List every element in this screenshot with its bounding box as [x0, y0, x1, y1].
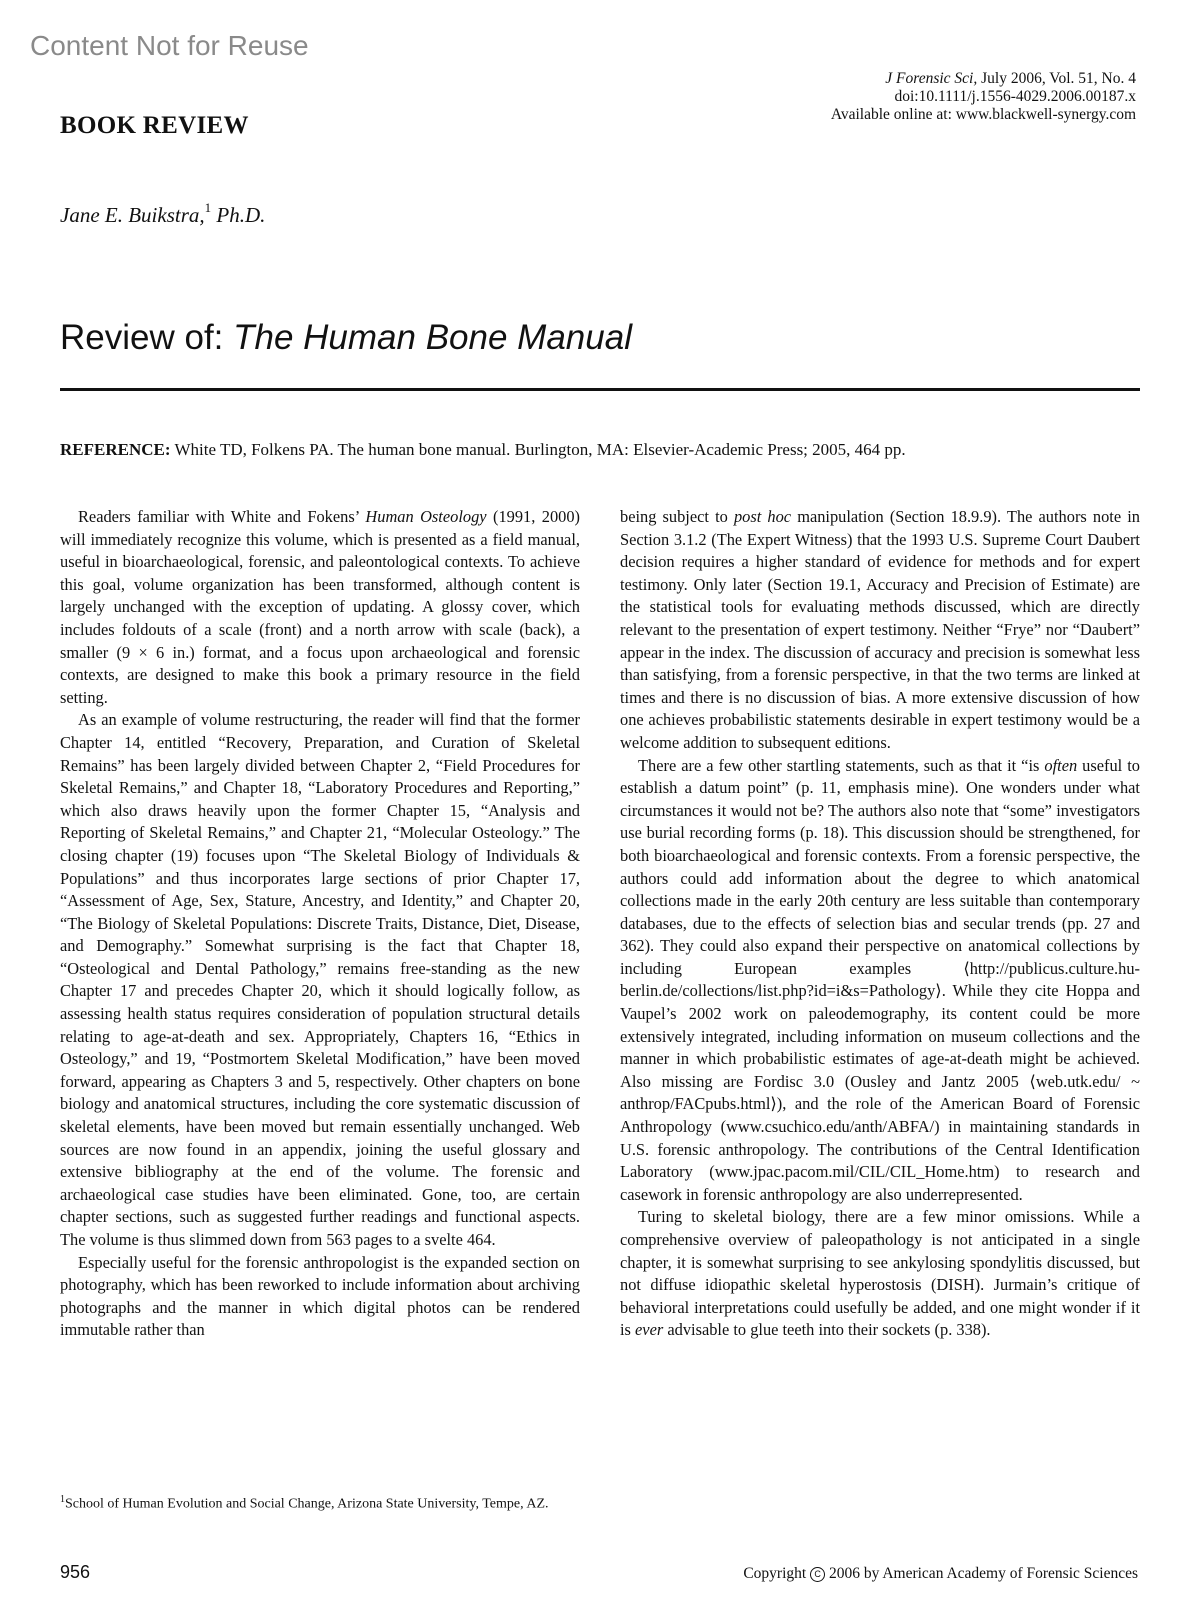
- copyright-pre: Copyright: [743, 1565, 811, 1582]
- section-label: BOOK REVIEW: [60, 112, 249, 139]
- paragraph-6-text-a: Turing to skeletal biology, there are a few minor omissions. While a comprehensive overview of paleopathology is not anticipated in a single chapter, it is somewhat surprising to see ankylosing spondylitis discussed, but not diffuse idiopathic skeletal hyperostosis (DISH). Jurmain’s critique of behavioral interpretations could usefully be added, and one might wonder if it is: [620, 1207, 1140, 1340]
- copyright: [743, 1565, 1138, 1583]
- paragraph-1-text-a: Readers familiar with White and Fokens’: [78, 507, 366, 526]
- title-prefix: Review of:: [60, 318, 234, 357]
- left-column: [60, 506, 580, 1342]
- page-title: [60, 318, 632, 358]
- book-title: The Human Bone Manual: [233, 318, 632, 357]
- paragraph-4-italic: post hoc: [733, 507, 792, 526]
- paragraph-4: [620, 506, 1140, 755]
- paragraph-1: [60, 506, 580, 709]
- paragraph-4-text-a: being subject to: [620, 507, 734, 526]
- page-number: 956: [60, 1562, 91, 1582]
- author: [60, 200, 265, 228]
- footnote-marker: 1: [60, 1494, 65, 1505]
- paragraph-5-text-c: useful to establish a datum point” (p. 11, emphasis mine). One wonders under what circumstances it would not be? The authors also note that “some” investigators use burial recording forms (p. 18). This discussion should be strengthened, for both bioarchaeological and forensic contexts. From a forensic perspective, the authors could add information about the degree to which anatomical collections made in the early 20th century are less suitable than contemporary databases, due to the effects of selection bias and secular trends (pp. 27 and 362). They could also expand their perspective on anatomical collections by including European examples ⟨http://publicus.culture.hu-berlin.de/collections/list.php?id=i&s=Pathology⟩. While they cite Hoppa and Vaupel’s 2002 work on paleodemography, its content could be more extensively integrated, including information on museum collections and the manner in which probabilistic estimates of age-at-death might be achieved. Also missing are Fordisc 3.0 (Ousley and Jantz 2005 ⟨web.utk.edu/ ~ anthrop/FACpubs.html⟩), and the role of the American Board of Forensic Anthropology (www.csuchico.edu/anth/ABFA/) in maintaining standards in U.S. forensic anthropology. The contributions of the Central Identification Laboratory (www.jpac.pacom.mil/CIL/CIL_Home.htm) to research and casework in forensic anthropology are also underrepresented.: [620, 755, 1140, 1204]
- paragraph-3: Especially useful for the forensic anthropologist is the expanded section on photography, which has been reworked to include information about archiving photographs and the manner in which digital photos can be rendered immutable rather than: [60, 1252, 580, 1340]
- copyright-post: 2006 by American Academy of Forensic Sciences: [825, 1565, 1138, 1582]
- watermark: Content Not for Reuse: [30, 30, 309, 61]
- paragraph-1-text-c: (1991, 2000) will immediately recognize this volume, which is presented as a field manual, useful in bioarchaeological, forensic, and paleontological contexts. To achieve this goal, volume organization has been transformed, although content is largely unchanged with the exception of updating. A glossy cover, which includes foldouts of a scale (front) and a north arrow with scale (back), a smaller (9 × 6 in.) format, and a focus upon archaeological and forensic contexts, are designed to make this book a primary resource in the field setting.: [60, 507, 580, 707]
- journal-online: Available online at: www.blackwell-synergy.com: [830, 106, 1136, 123]
- paragraph-2: As an example of volume restructuring, the reader will find that the former Chapter 14, entitled “Recovery, Preparation, and Curation of Skeletal Remains” has been largely divided between Chapter 2, “Field Procedures for Skeletal Remains,” and Chapter 18, “Laboratory Procedures and Reporting,” which also draws heavily upon the former Chapter 15, “Analysis and Reporting of Skeletal Remains,” and Chapter 21, “Molecular Osteology.” The closing chapter (19) focuses upon “The Skeletal Biology of Individuals & Populations” and thus incorporates large sections of prior Chapter 17, “Assessment of Age, Sex, Stature, Ancestry, and Identity,” and Chapter 20, “The Biology of Skeletal Populations: Discrete Traits, Distance, Diet, Disease, and Demography.” Somewhat surprising is the fact that Chapter 18, “Osteological and Dental Pathology,” remains free-standing as the new Chapter 17 and precedes Chapter 20, which it should logically follow, as assessing health status requires consideration of population structural details relating to age-at-death and sex. Appropriately, Chapters 16, “Ethics in Osteology,” and 19, “Postmortem Skeletal Modification,” have been moved forward, appearing as Chapters 3 and 5, respectively. Other chapters on bone biology and anatomical structures, including the core systematic discussion of skeletal elements, have been moved but remain essentially unchanged. Web sources are now found in an appendix, joining the useful glossary and extensive bibliography at the end of the volume. The forensic and archaeological case studies have been eliminated. Gone, too, are certain chapter sections, such as suggested further readings and functional aspects. The volume is thus slimmed down from 563 pages to a svelte 464.: [60, 710, 580, 1249]
- paragraph-6-text-c: advisable to glue teeth into their sockets (p. 338).: [663, 1320, 991, 1340]
- footnote: [60, 1490, 580, 1514]
- journal-issue-line: [831, 70, 1136, 88]
- paragraph-5-text-a: There are a few other startling statements, such as that it “is: [638, 755, 1045, 775]
- author-affiliation-marker: 1: [204, 200, 212, 215]
- author-degree: Ph.D.: [211, 203, 266, 227]
- right-column: [620, 506, 1140, 1342]
- reference-text: White TD, Folkens PA. The human bone manual. Burlington, MA: Elsevier-Academic Press; 2005, 464 pp.: [170, 440, 906, 459]
- title-divider: [60, 388, 1140, 391]
- paragraph-4-text-c: manipulation (Section 18.9.9). The authors note in Section 3.1.2 (The Expert Witness) that the 1993 U.S. Supreme Court Daubert decision requires a higher standard of evidence for methods and for expert testimony. Only later (Section 19.1, Accuracy and Precision of Estimate) are the statistical tools for evaluating methods discussed, which are directly relevant to the presentation of expert testimony. Neither “Frye” nor “Daubert” appear in the index. The discussion of accuracy and precision is somewhat less than satisfying, from a forensic perspective, in that the two terms are linked at times and there is no discussion of bias. A more extensive discussion of how one achieves probabilistic statements desirable in expert testimony would be a welcome addition to subsequent editions.: [620, 507, 1140, 752]
- paragraph-5: [620, 755, 1140, 1207]
- paragraph-6-italic: ever: [635, 1320, 664, 1340]
- reference: [60, 440, 1140, 460]
- reference-label: REFERENCE:: [60, 440, 171, 459]
- paragraph-5-italic: often: [1044, 755, 1078, 775]
- journal-name: J Forensic Sci,: [885, 70, 978, 87]
- paragraph-6: [620, 1206, 1140, 1342]
- footnote-text: School of Human Evolution and Social Change, Arizona State University, Tempe, AZ.: [65, 1496, 549, 1512]
- author-name: Jane E. Buikstra,: [60, 203, 205, 227]
- journal-doi: doi:10.1111/j.1556-4029.2006.00187.x: [894, 88, 1136, 105]
- journal-info: [831, 70, 1136, 124]
- copyright-icon: C: [810, 1567, 825, 1582]
- journal-issue: July 2006, Vol. 51, No. 4: [981, 70, 1136, 87]
- paragraph-1-italic: Human Osteology: [365, 507, 487, 526]
